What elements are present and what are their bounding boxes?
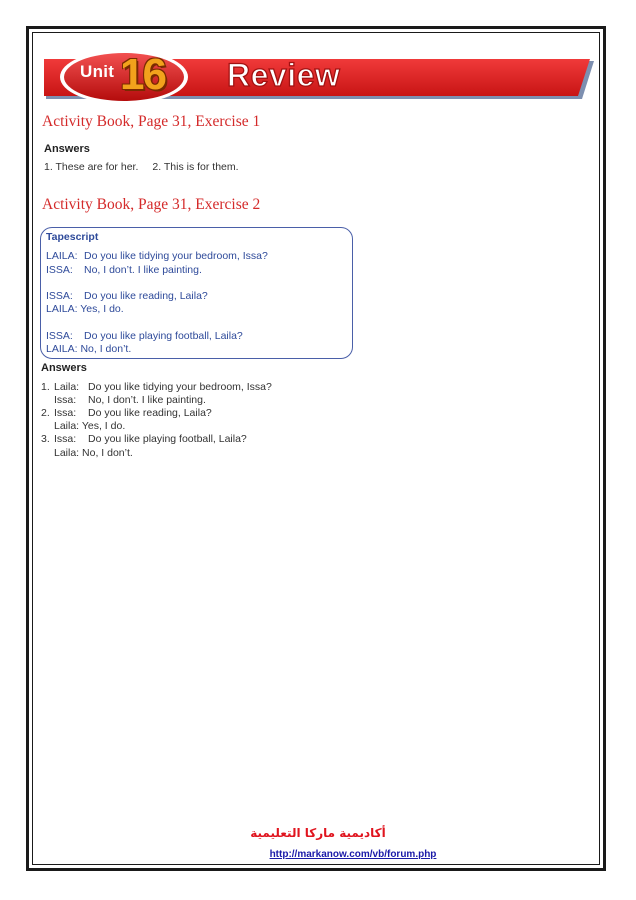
unit-number: 16 [120,50,165,99]
tapescript-line: LAILA: Yes, I do. [46,303,124,315]
footer-forum-link[interactable]: http://markanow.com/vb/forum.php [269,849,437,860]
banner-title: Review [227,57,341,93]
tapescript-title: Tapescript [46,231,99,243]
tapescript-line: ISSA: Do you like reading, Laila? [46,290,208,302]
tapescript-line: ISSA: No, I don’t. I like painting. [46,264,202,276]
tapescript-line: LAILA: Do you like tidying your bedroom, Issa? [46,250,268,262]
answer-line: Laila: No, I don’t. [54,447,133,459]
tapescript-line: LAILA: No, I don’t. [46,343,132,355]
answer-line: Laila: Yes, I do. [54,420,126,432]
answer-line: 1. Laila: Do you like tidying your bedroom, Issa? [41,381,272,393]
exercise1-heading: Activity Book, Page 31, Exercise 1 [42,113,261,130]
exercise1-answer-1: 1. These are for her. [44,161,139,173]
unit-label: Unit [80,62,115,81]
exercise2-heading: Activity Book, Page 31, Exercise 2 [42,196,261,213]
exercise1-answer-2: 2. This is for them. [152,161,239,173]
exercise2-answers-label: Answers [41,362,87,374]
answer-line: Issa: No, I don’t. I like painting. [54,394,206,406]
tapescript-line: ISSA: Do you like playing football, Laila? [46,330,243,342]
exercise1-answers [44,161,253,173]
answer-line: 3. Issa: Do you like playing football, Laila? [41,433,247,445]
exercise1-answers-label: Answers [44,143,90,155]
unit-review-banner [42,49,596,107]
answer-line: 2. Issa: Do you like reading, Laila? [41,407,212,419]
footer-academy-name: أكاديمية ماركا التعليمية [250,826,386,840]
